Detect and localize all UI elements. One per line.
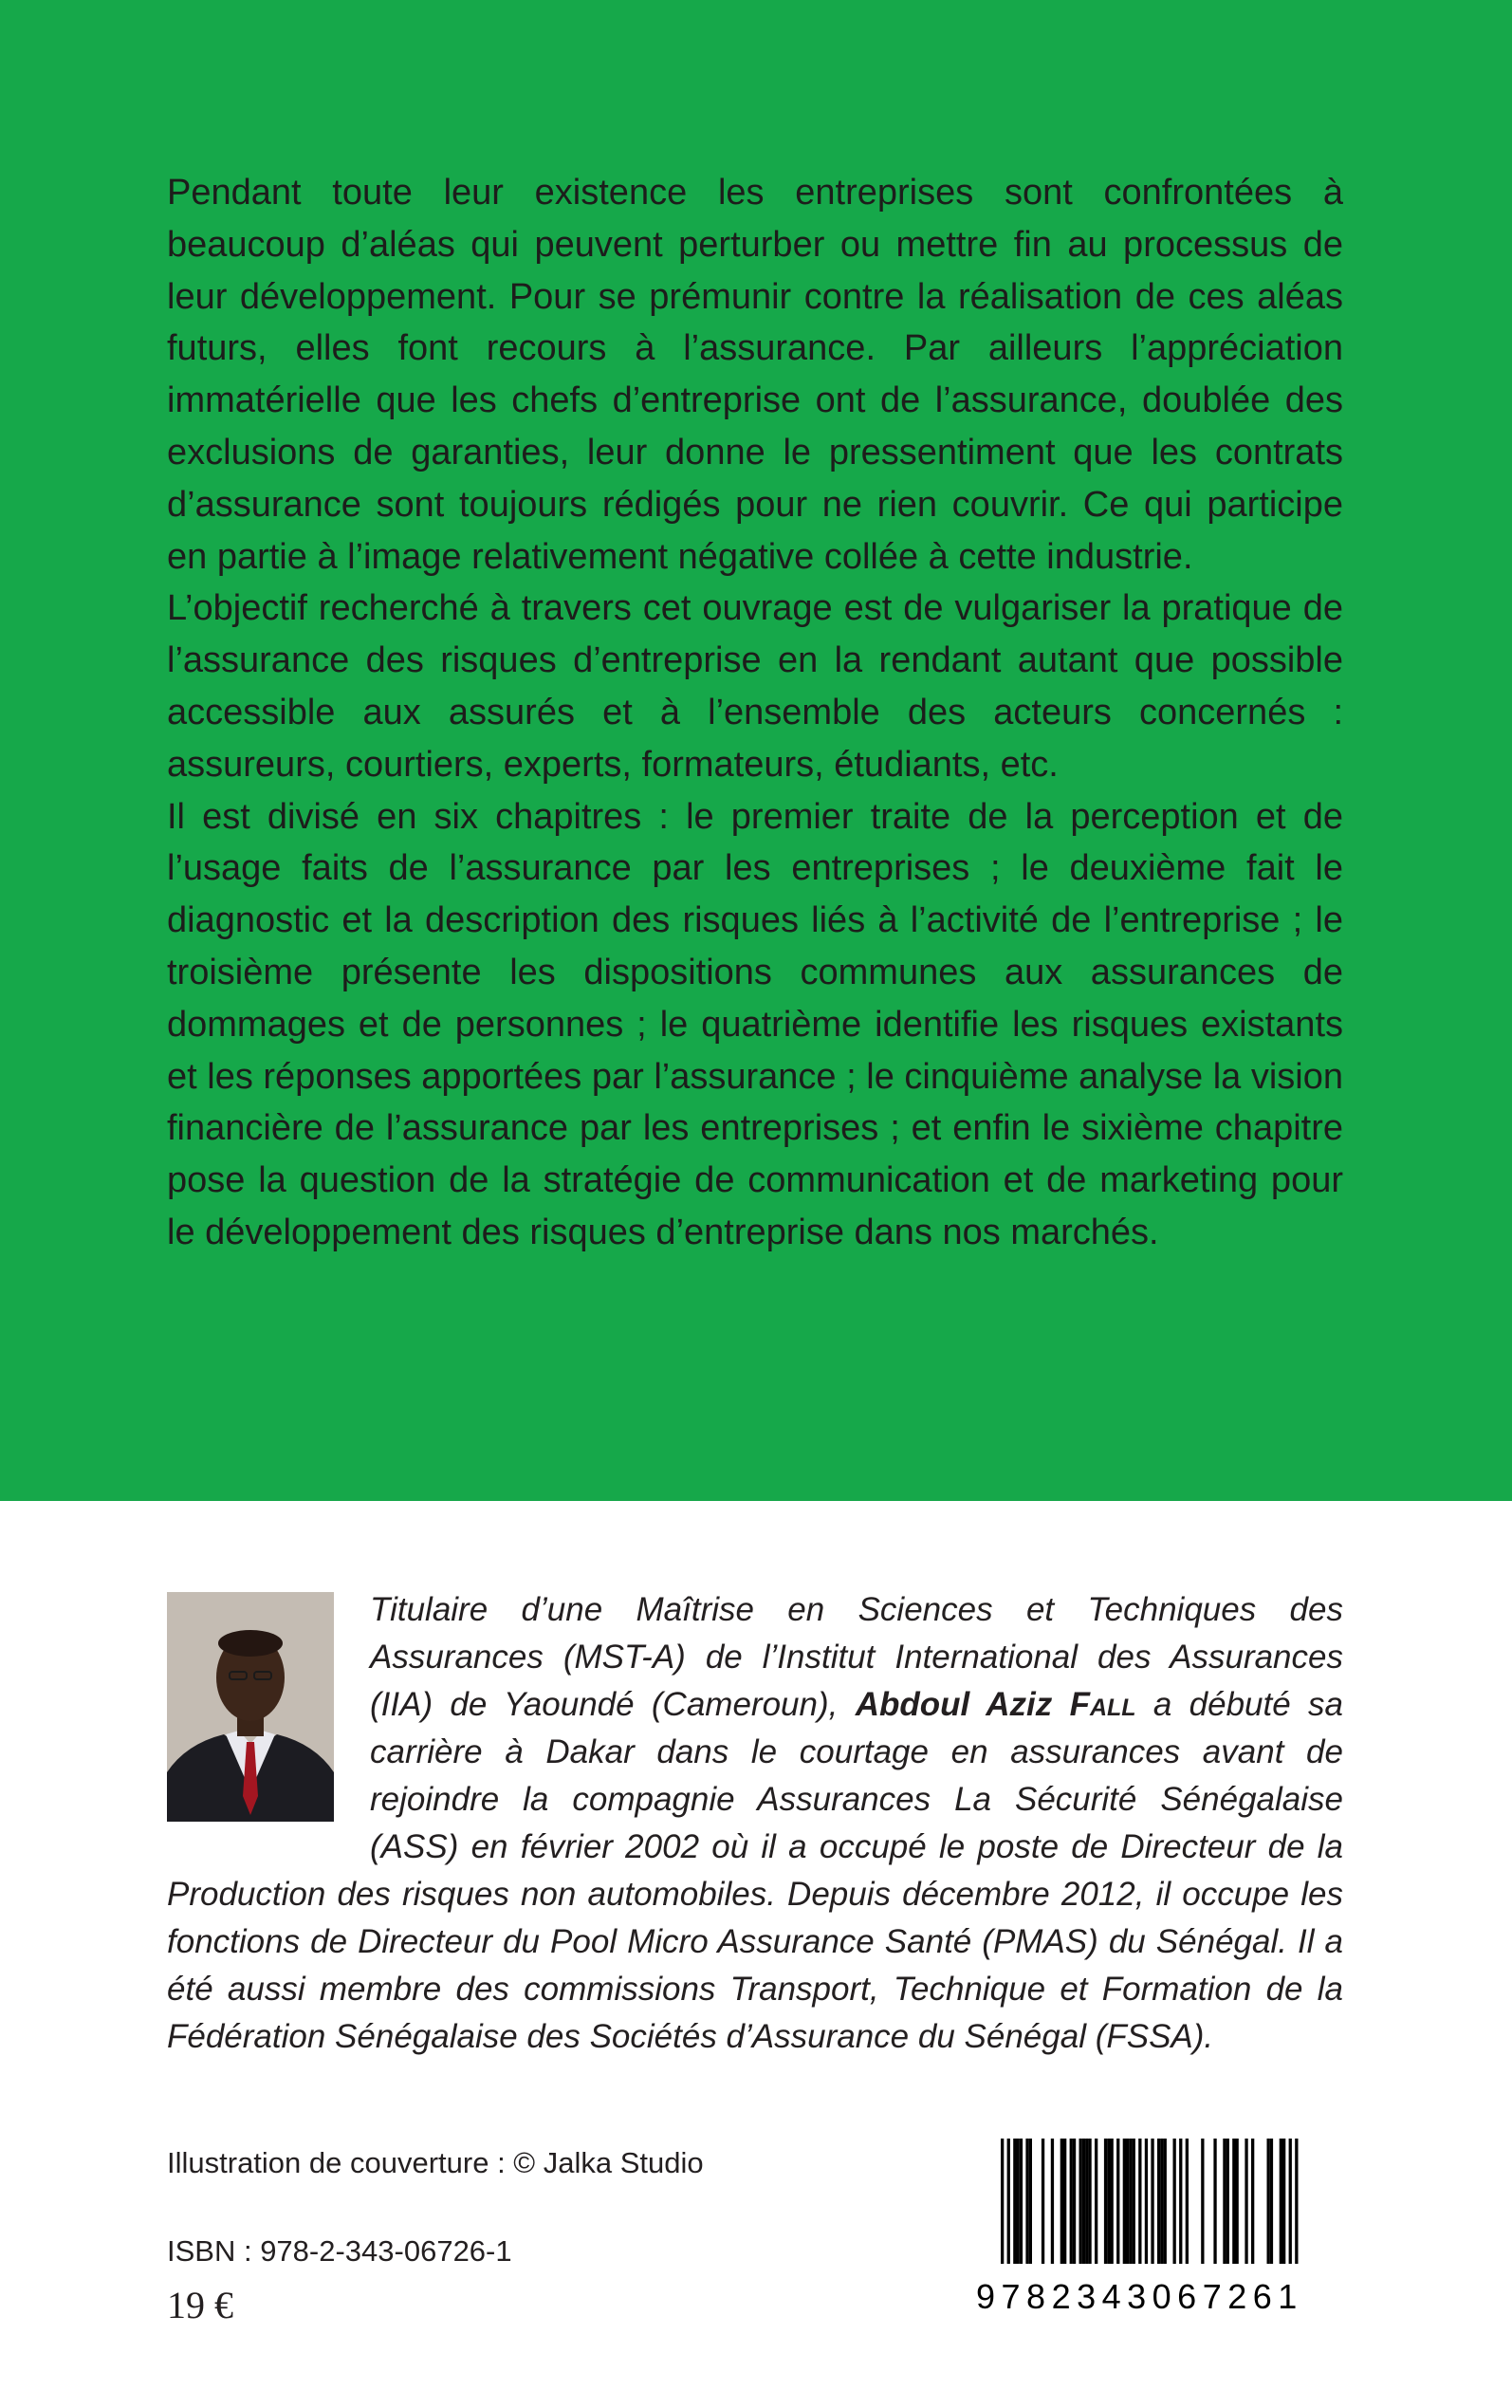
barcode-bar-1 bbox=[1007, 2139, 1010, 2264]
author-first-names: Abdoul Aziz bbox=[855, 1686, 1053, 1723]
barcode-bar-20 bbox=[1111, 2139, 1114, 2264]
author-biography bbox=[167, 1586, 1343, 2061]
barcode-bar-7 bbox=[1042, 2139, 1044, 2264]
isbn: ISBN : 978-2-343-06726-1 bbox=[167, 2234, 512, 2268]
barcode-bar-18 bbox=[1104, 2139, 1107, 2264]
barcode-bar-39 bbox=[1232, 2139, 1235, 2264]
barcode-bar-23 bbox=[1126, 2139, 1129, 2264]
barcode-bar-12 bbox=[1073, 2139, 1076, 2264]
barcode-bar-28 bbox=[1151, 2139, 1153, 2264]
barcode-bar-15 bbox=[1085, 2139, 1088, 2264]
barcode-bar-40 bbox=[1236, 2139, 1239, 2264]
barcode-bar-31 bbox=[1164, 2139, 1167, 2264]
barcode-bar-25 bbox=[1133, 2139, 1135, 2264]
barcode-bar-32 bbox=[1173, 2139, 1176, 2264]
barcode-bar-10 bbox=[1063, 2139, 1066, 2264]
barcode-bar-13 bbox=[1079, 2139, 1082, 2264]
price: 19 € bbox=[167, 2284, 233, 2326]
bio-text-before: Titulaire d’une Maîtrise en Sciences et Techniques des Assurances (MST-A) de l’Institut International des Assurances (IIA) de Yaoundé (Cameroun), bbox=[370, 1591, 1343, 1723]
barcode-digits: 9782343067261 bbox=[976, 2277, 1303, 2316]
barcode-bar-11 bbox=[1070, 2139, 1073, 2264]
barcode-bar-24 bbox=[1129, 2139, 1132, 2264]
barcode-bar-36 bbox=[1213, 2139, 1216, 2264]
barcode-bar-47 bbox=[1289, 2139, 1292, 2264]
barcode-bar-6 bbox=[1029, 2139, 1032, 2264]
barcode-bar-27 bbox=[1145, 2139, 1148, 2264]
back-cover-summary bbox=[167, 167, 1343, 1259]
barcode-bar-8 bbox=[1051, 2139, 1054, 2264]
barcode-bar-9 bbox=[1060, 2139, 1063, 2264]
barcode-bar-37 bbox=[1223, 2139, 1226, 2264]
barcode bbox=[976, 2139, 1343, 2361]
barcode-bar-26 bbox=[1138, 2139, 1141, 2264]
barcode-bar-17 bbox=[1095, 2139, 1097, 2264]
barcode-bar-19 bbox=[1107, 2139, 1110, 2264]
barcode-bar-30 bbox=[1160, 2139, 1163, 2264]
barcode-bar-5 bbox=[1025, 2139, 1028, 2264]
summary-paragraph-2: L’objectif recherché à travers cet ouvrage est de vulgariser la pratique de l’assurance des risques d’entreprise en la rendant autant que possible accessible aux assurés et à l’ensemble des acteurs concernés : assureurs, courtiers, experts, formateurs, étudiants, etc. bbox=[167, 588, 1343, 785]
barcode-bar-16 bbox=[1088, 2139, 1091, 2264]
barcode-bar-35 bbox=[1201, 2139, 1204, 2264]
barcode-bar-29 bbox=[1157, 2139, 1160, 2264]
barcode-bar-3 bbox=[1017, 2139, 1020, 2264]
barcode-bar-4 bbox=[1020, 2139, 1023, 2264]
barcode-bar-38 bbox=[1226, 2139, 1229, 2264]
cover-illustration-credit: Illustration de couverture : © Jalka Studio bbox=[167, 2146, 704, 2179]
barcode-bar-42 bbox=[1251, 2139, 1254, 2264]
barcode-bar-46 bbox=[1282, 2139, 1285, 2264]
barcode-bars-icon bbox=[976, 2139, 1343, 2277]
summary-paragraph-3: Il est divisé en six chapitres : le premier traite de la perception et de l’usage faits de l’assurance par les entreprises ; le deuxième fait le diagnostic et la description des risques liés à l’activité de l’entreprise ; le troisième présente les dispositions communes aux assurances de dommages et de personnes ; le quatrième identifie les risques existants et les réponses apportées par l’assurance ; le cinquième analyse la vision financière de l’assurance par les entreprises ; et enfin le sixième chapitre pose la question de la stratégie de communication et de marketing pour le développement des risques d’entreprise dans nos marchés. bbox=[167, 796, 1343, 1252]
barcode-bar-14 bbox=[1082, 2139, 1085, 2264]
summary-paragraph-1: Pendant toute leur existence les entreprises sont confrontées à beaucoup d’aléas qui peuvent perturber ou mettre fin au processus de leur développement. Pour se prémunir contre la réalisation de ces aléas futurs, elles font recours à l’assurance. Par ailleurs l’appréciation immatérielle que les chefs d’entreprise ont de l’assurance, doublée des exclusions de garanties, leur donne le pressentiment que les contrats d’assurance sont toujours rédigés pour ne rien couvrir. Ce qui participe en partie à l’image relativement négative collée à cette industrie. bbox=[167, 173, 1343, 577]
barcode-bar-41 bbox=[1245, 2139, 1247, 2264]
barcode-bar-0 bbox=[1001, 2139, 1004, 2264]
bio-text-after: a débuté sa carrière à Dakar dans le courtage en assurances avant de rejoindre la compagnie Assurances La Sécurité Sénégalaise (ASS) en février 2002 où il a occupé le poste de Directeur de la Production des risques non automobiles. Depuis décembre 2012, il occupe les fonctions de Directeur du Pool Micro Assurance Santé (PMAS) du Sénégal. Il a été aussi membre des commissions Transport, Technique et Formation de la Fédération Sénégalaise des Sociétés d’Assurance du Sénégal (FSSA). bbox=[167, 1686, 1343, 2055]
author-last-name: Fall bbox=[1069, 1686, 1136, 1723]
barcode-bar-33 bbox=[1179, 2139, 1182, 2264]
barcode-bar-45 bbox=[1280, 2139, 1282, 2264]
photo-spacer bbox=[167, 1586, 370, 1865]
barcode-bar-43 bbox=[1267, 2139, 1270, 2264]
barcode-bar-34 bbox=[1186, 2139, 1189, 2264]
barcode-bar-22 bbox=[1123, 2139, 1126, 2264]
barcode-bar-21 bbox=[1116, 2139, 1119, 2264]
barcode-bar-2 bbox=[1013, 2139, 1016, 2264]
barcode-bar-44 bbox=[1270, 2139, 1273, 2264]
barcode-bar-48 bbox=[1295, 2139, 1298, 2264]
